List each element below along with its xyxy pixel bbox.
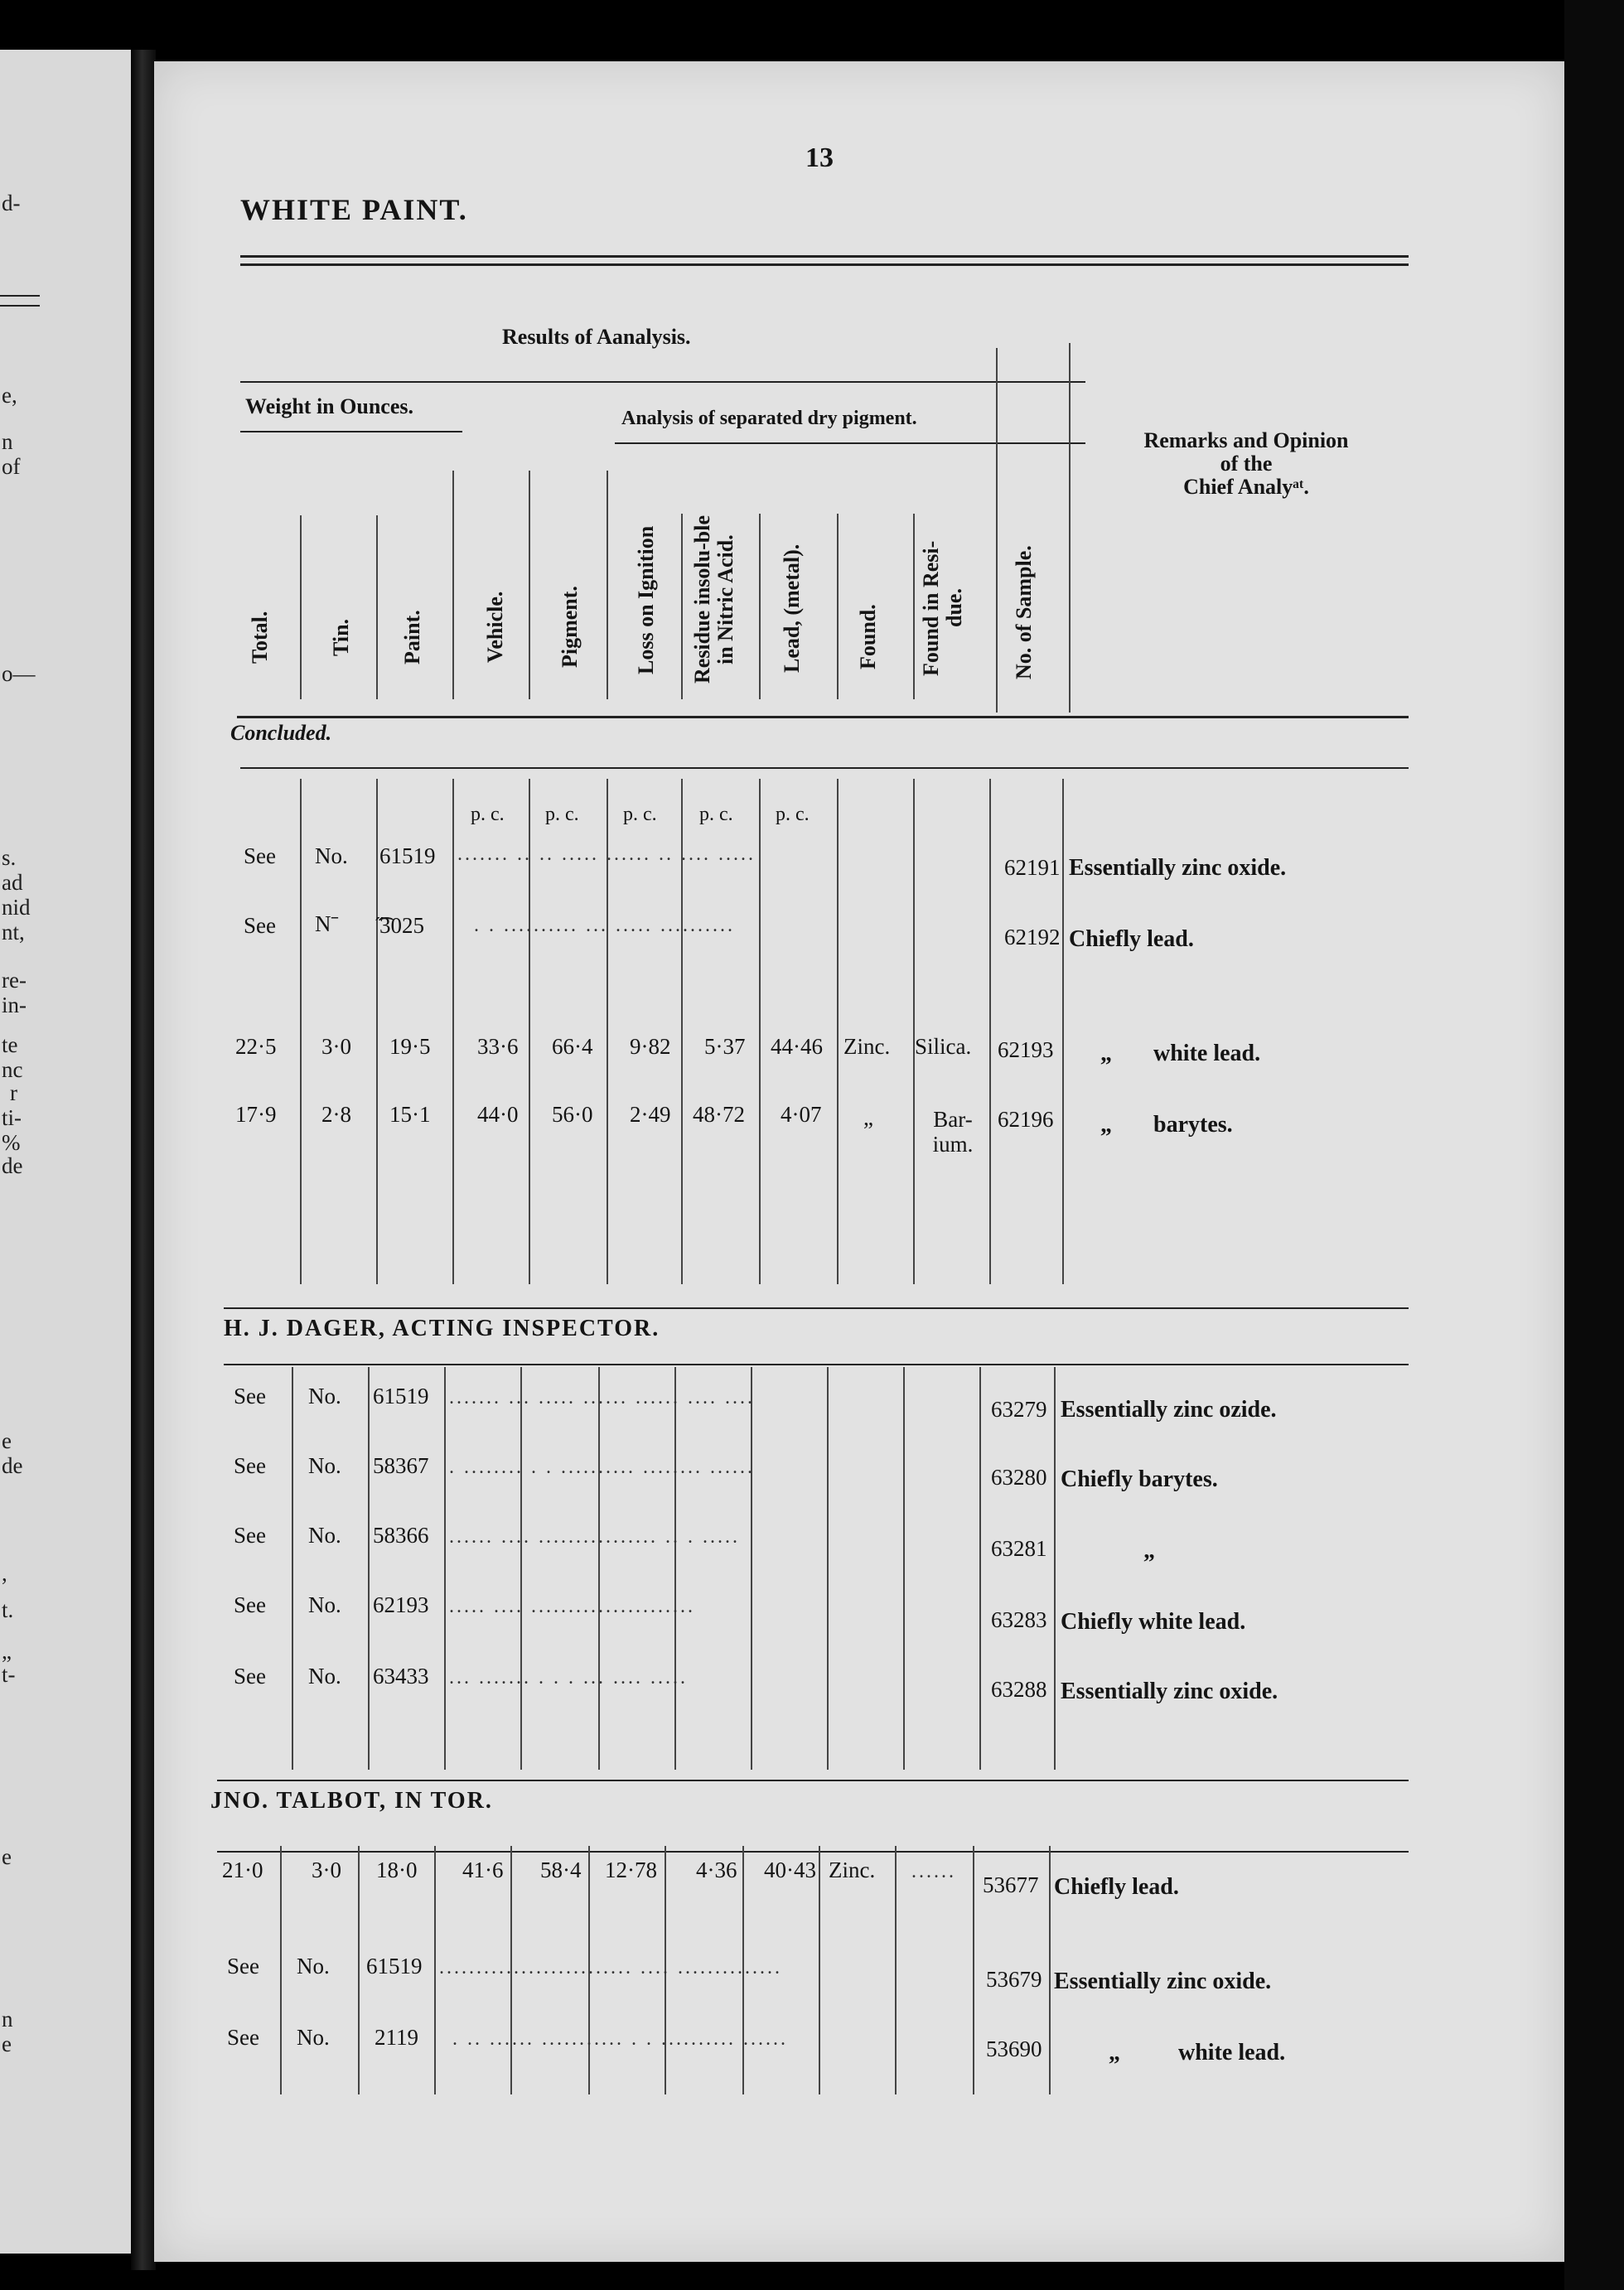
table-cell-total: See (227, 2025, 259, 2050)
facing-page-fragment: e (2, 1428, 12, 1453)
table-cell-lead: 40·43 (764, 1858, 816, 1882)
table-cell-residue: 5·37 (704, 1034, 746, 1059)
column-header-vehicle: Vehicle. (483, 591, 507, 664)
ditto-mark: „ (1109, 2040, 1120, 2065)
header-rule (240, 255, 1409, 258)
column-rule (913, 514, 915, 699)
facing-page-fragment: o— (2, 661, 36, 686)
column-header-found: Found. (856, 604, 880, 670)
facing-page-fragment: % (2, 1130, 21, 1155)
column-rule (376, 515, 378, 699)
table-cell-total: 22·5 (235, 1034, 277, 1059)
facing-page-fragment: nc (2, 1057, 23, 1082)
facing-page-rule (0, 305, 40, 307)
column-rule (358, 1846, 360, 2094)
leader-dots: ....... ... ..... ...... ...... .... .... (449, 1387, 755, 1408)
section-rule (217, 1780, 1409, 1781)
table-cell-tin: 3·0 (321, 1034, 351, 1059)
table-cell-tin: No. (297, 2025, 330, 2050)
table-cell-total: See (234, 1384, 266, 1408)
column-header-loss-on-ignition: Loss on Ignition (634, 525, 658, 674)
leader-dots: ....... .. .. ..... ...... .. .... ..... (457, 843, 756, 865)
column-header-lead: Lead, (metal). (780, 544, 804, 673)
table-cell-paint: 15·1 (389, 1102, 431, 1127)
table-cell-remark: Chiefly barytes. (1061, 1466, 1218, 1492)
inspector-heading: JNO. TALBOT, IN TOR. (210, 1788, 493, 1814)
leader-dots: ...... .... ................ .. . ..... (449, 1526, 740, 1548)
table-cell-total: See (234, 1664, 266, 1689)
section-rule (224, 1307, 1409, 1309)
facing-page-fragment: de (2, 1153, 23, 1178)
analysis-group-heading: Analysis of separated dry pigment. (621, 408, 917, 429)
table-cell-total: See (244, 913, 276, 938)
column-rule (1069, 343, 1071, 713)
facing-page-fragment: s. (2, 845, 17, 870)
table-cell-tin: No. (308, 1453, 341, 1478)
column-header-pigment: Pigment. (558, 586, 582, 669)
facing-page-fragment: „ (2, 1639, 12, 1664)
column-header-paint: Paint. (400, 610, 424, 664)
table-cell-remark: „ (1143, 1538, 1155, 1563)
facing-page-fragment: of (2, 454, 21, 479)
facing-page-fragment: e (2, 1844, 12, 1869)
page-number: 13 (805, 143, 834, 173)
column-rule (903, 1367, 905, 1770)
ditto-mark: „ (1100, 1112, 1112, 1138)
table-cell-found: Zinc. (843, 1034, 891, 1059)
table-cell-paint: 61519 (379, 843, 436, 868)
unit-label: p. c. (776, 804, 810, 825)
column-rule (300, 779, 302, 1284)
column-rule (913, 779, 915, 1284)
column-rule (368, 1367, 370, 1770)
table-cell-sample: 62192 (1004, 925, 1061, 949)
table-cell-paint: 62193 (373, 1592, 429, 1617)
table-cell-sample: 63281 (991, 1536, 1047, 1561)
column-rule (529, 471, 530, 699)
column-rule (1049, 1846, 1051, 2094)
unit-label: p. c. (623, 804, 657, 825)
header-bottom-rule (237, 716, 1409, 718)
column-rule (837, 779, 839, 1284)
table-cell-vehicle: 41·6 (462, 1858, 504, 1882)
table-cell-remark: Chiefly white lead. (1061, 1609, 1246, 1635)
facing-page-edge (0, 50, 133, 2254)
table-cell-paint: 63433 (373, 1664, 429, 1689)
results-heading: Results of Aanalysis. (502, 325, 691, 349)
table-cell-sample: 63288 (991, 1677, 1047, 1702)
table-cell-tin: No. (308, 1592, 341, 1617)
column-rule (827, 1367, 829, 1770)
column-rule (1062, 779, 1064, 1284)
facing-page-fragment: de (2, 1453, 23, 1478)
column-rule (452, 471, 454, 699)
concluded-note: Concluded. (230, 721, 332, 745)
facing-page-fragment: nid (2, 895, 31, 920)
table-cell-lead: 4·07 (781, 1102, 822, 1127)
table-cell-total: See (244, 843, 276, 868)
table-cell-found: „ (863, 1105, 873, 1130)
facing-page-fragment: e (2, 2032, 12, 2056)
table-cell-tin: No. (315, 843, 348, 868)
column-rule (751, 1367, 752, 1770)
table-cell-vehicle: 33·6 (477, 1034, 519, 1059)
table-cell-loss: 2·49 (630, 1102, 671, 1127)
facing-page-fragment: ad (2, 870, 23, 895)
remarks-heading-line: of the (1220, 452, 1273, 476)
table-cell-tin: Nˉ (315, 911, 339, 936)
facing-page-fragment: in- (2, 993, 27, 1017)
column-header-residue: Residue insolu-ble in Nitric Acid. (690, 515, 737, 684)
column-rule (434, 1846, 436, 2094)
header-rule (240, 263, 1409, 266)
section-rule (217, 1851, 1409, 1853)
table-cell-paint: ̋͡͡3025 (379, 913, 424, 938)
table-cell-sample: 53679 (986, 1967, 1042, 1992)
table-cell-remark: Essentially zinc oxide. (1061, 1679, 1278, 1704)
section-rule (224, 1364, 1409, 1365)
page-title: WHITE PAINT. (240, 193, 468, 226)
table-cell-lead: 44·46 (771, 1034, 823, 1059)
column-rule (996, 348, 998, 713)
column-rule (819, 1846, 820, 2094)
table-cell-paint: 19·5 (389, 1034, 431, 1059)
inspector-heading: H. J. DAGER, ACTING INSPECTOR. (224, 1316, 660, 1341)
facing-page-rule (0, 295, 40, 297)
table-cell-paint: 58367 (373, 1453, 429, 1478)
facing-page-fragment: nt, (2, 920, 25, 945)
table-cell-remark: Chiefly lead. (1069, 926, 1194, 952)
facing-page-fragment: ti- (2, 1105, 22, 1130)
section-rule (240, 767, 1409, 769)
column-rule (895, 1846, 897, 2094)
table-cell-remark: Essentially zinc ozide. (1061, 1397, 1277, 1423)
book-spine (131, 50, 156, 2270)
table-cell-pigment: 58·4 (540, 1858, 582, 1882)
leader-dots: . ........ . . .......... ........ ...... (449, 1457, 755, 1478)
table-cell-residue: 4·36 (696, 1858, 737, 1882)
table-cell-tin: 2·8 (321, 1102, 351, 1127)
facing-page-fragment: te (2, 1032, 18, 1057)
table-cell-tin: No. (308, 1384, 341, 1408)
group-rule (615, 442, 1085, 444)
table-cell-sample: 53690 (986, 2036, 1042, 2061)
table-cell-sample: 62196 (998, 1107, 1054, 1132)
facing-page-fragment: n (2, 2007, 13, 2032)
column-header-sample: No. of Sample. (1012, 545, 1036, 679)
facing-page-fragment: n (2, 429, 13, 454)
table-cell-found-residue: Silica. (915, 1034, 972, 1059)
column-rule (674, 1367, 676, 1770)
document-page (154, 61, 1564, 2262)
unit-label: p. c. (471, 804, 505, 825)
table-cell-paint: 18·0 (376, 1858, 418, 1882)
column-rule (452, 779, 454, 1284)
table-cell-paint: 61519 (373, 1384, 429, 1408)
table-cell-residue: 48·72 (693, 1102, 745, 1127)
table-cell-paint: 61519 (366, 1954, 423, 1978)
unit-label: p. c. (699, 804, 733, 825)
remarks-heading-line: Remarks and Opinion (1143, 428, 1349, 452)
table-cell-sample: 63279 (991, 1397, 1047, 1422)
table-cell-tin: No. (297, 1954, 330, 1978)
table-cell-paint: 58366 (373, 1523, 429, 1548)
column-rule (292, 1367, 293, 1770)
table-cell-tin: 3·0 (312, 1858, 341, 1882)
group-rule (240, 431, 462, 432)
column-rule (607, 471, 608, 699)
column-header-found-in-residue: Found in Resi-due. (919, 540, 966, 676)
leader-dots: ..... .... ...................... (449, 1596, 695, 1617)
column-rule (520, 1367, 522, 1770)
facing-page-fragment: t. (2, 1597, 14, 1622)
column-rule (759, 514, 761, 699)
table-cell-found: Zinc. (829, 1858, 876, 1882)
facing-page-fragment: re- (2, 968, 27, 993)
column-rule (598, 1367, 600, 1770)
column-rule (280, 1846, 282, 2094)
table-cell-remark: Essentially zinc oxide. (1054, 1969, 1272, 1994)
leader-dots: ...... (911, 1861, 956, 1882)
column-rule (444, 1367, 446, 1770)
table-cell-tin: No. (308, 1523, 341, 1548)
table-cell-found-residue: Bar-ium. (932, 1107, 974, 1157)
scan-background (1564, 0, 1624, 2290)
unit-label: p. c. (545, 804, 579, 825)
table-cell-sample: 53677 (983, 1872, 1039, 1897)
table-cell-sample: 63283 (991, 1607, 1047, 1632)
table-cell-loss: 9·82 (630, 1034, 671, 1059)
table-cell-tin: No. (308, 1664, 341, 1689)
column-rule (989, 779, 991, 1284)
table-cell-total: See (234, 1453, 266, 1478)
table-cell-remark: Essentially zinc oxide. (1069, 855, 1287, 881)
table-cell-total: See (234, 1523, 266, 1548)
leader-dots: .......................... .... .............. (439, 1957, 782, 1978)
column-header-tin: Tin. (329, 618, 353, 656)
table-cell-pigment: 66·4 (552, 1034, 593, 1059)
table-cell-sample: 63280 (991, 1465, 1047, 1490)
leader-dots: . . .......... ... ..... .......... (474, 915, 735, 936)
table-cell-total: 17·9 (235, 1102, 277, 1127)
facing-page-fragment: t- (2, 1662, 16, 1687)
remarks-heading (1089, 429, 1404, 499)
table-cell-total: See (234, 1592, 266, 1617)
ditto-mark: „ (1100, 1041, 1112, 1066)
leader-dots: ... ....... . . . ... .... ..... (449, 1667, 688, 1689)
facing-page-fragment: d- (2, 191, 21, 215)
table-cell-sample: 62193 (998, 1037, 1054, 1062)
table-cell-pigment: 56·0 (552, 1102, 593, 1127)
table-cell-total: See (227, 1954, 259, 1978)
column-rule (837, 514, 839, 699)
weight-group-heading: Weight in Ounces. (245, 394, 413, 418)
group-rule (240, 381, 1085, 383)
table-cell-sample: 62191 (1004, 855, 1061, 880)
table-cell-paint: 2119 (375, 2025, 418, 2050)
column-rule (300, 515, 302, 699)
table-cell-remark: white lead. (1178, 2040, 1286, 2065)
leader-dots: . .. ...... ........... . . .......... ...... (452, 2028, 788, 2050)
column-rule (376, 779, 378, 1284)
facing-page-fragment: e, (2, 383, 17, 408)
column-rule (1054, 1367, 1056, 1770)
table-cell-loss: 12·78 (605, 1858, 657, 1882)
table-cell-remark: barytes. (1153, 1112, 1233, 1138)
column-rule (759, 779, 761, 1284)
column-header-total: Total. (248, 611, 272, 664)
column-rule (979, 1367, 981, 1770)
column-rule (973, 1846, 974, 2094)
table-cell-vehicle: 44·0 (477, 1102, 519, 1127)
table-cell-total: 21·0 (222, 1858, 263, 1882)
facing-page-fragment: r (10, 1080, 17, 1105)
table-cell-remark: white lead. (1153, 1041, 1261, 1066)
facing-page-fragment: , (2, 1561, 7, 1586)
column-rule (681, 514, 683, 699)
remarks-heading-line: Chief Analyᵃᵗ. (1183, 475, 1309, 499)
table-cell-remark: Chiefly lead. (1054, 1874, 1179, 1900)
